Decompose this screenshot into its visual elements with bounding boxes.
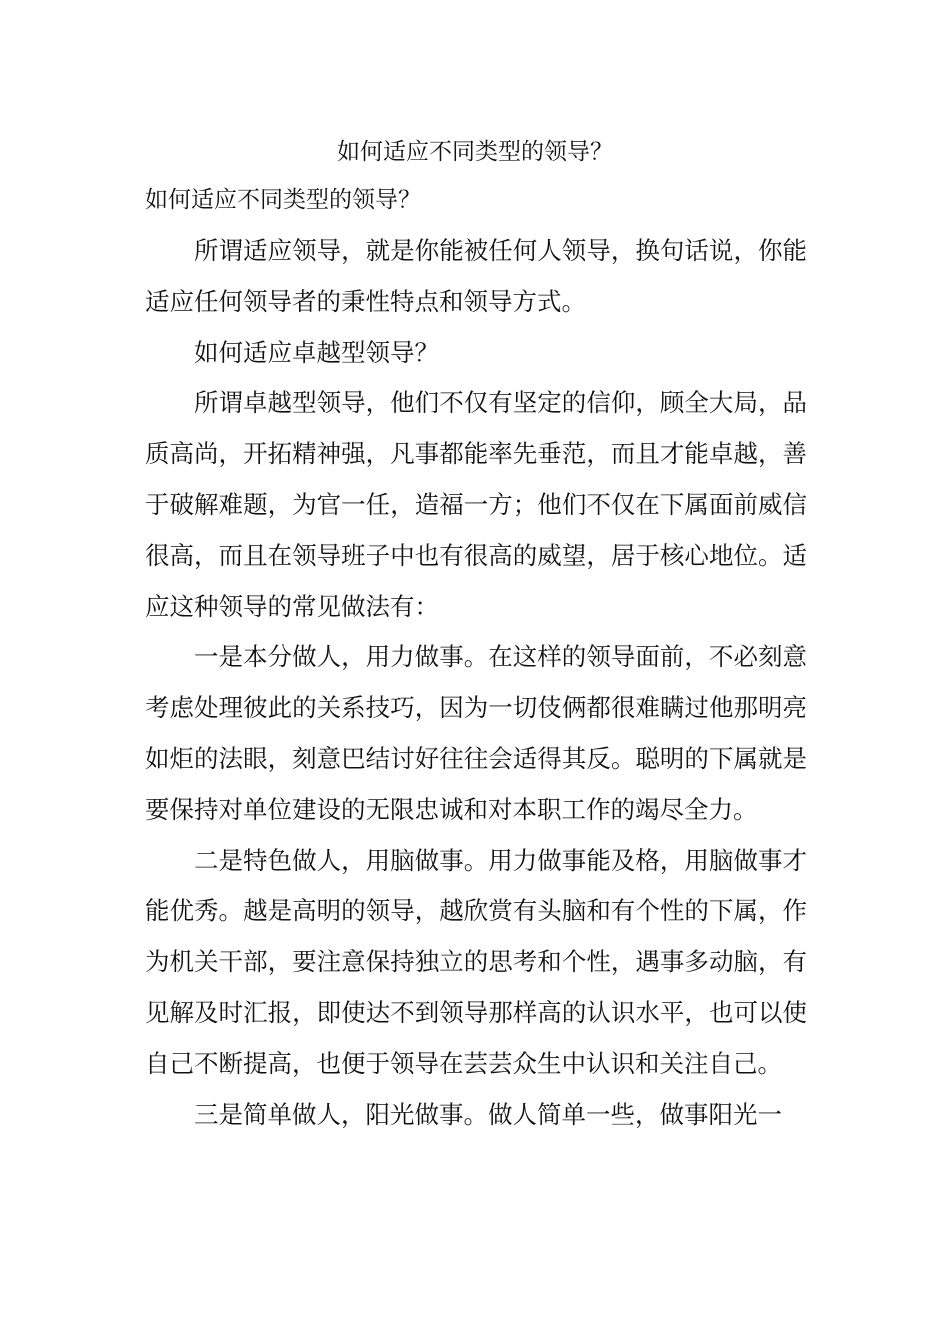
paragraph-point-three: 三是简单做人，阳光做事。做人简单一些，做事阳光一 [194,1099,782,1129]
paragraph-point-one: 一是本分做人，用力做事。在这样的领导面前，不必刻意考虑处理彼此的关系技巧，因为一切伎俩都很难瞒过他那明亮如炬的法眼，刻意巴结讨好往往会适得其反。聪明的下属就是要保持对单位建设的无限忠诚和对本职工作的竭尽全力。 [145,642,807,824]
paragraph-question: 如何适应卓越型领导？ [194,337,439,367]
paragraph-point-two: 二是特色做人，用脑做事。用力做事能及格，用脑做事才能优秀。越是高明的领导，越欣赏有头脑和有个性的下属，作为机关干部，要注意保持独立的思考和个性，遇事多动脑，有见解及时汇报，即使达不到领导那样高的认识水平，也可以使自己不断提高，也便于领导在芸芸众生中认识和关注自己。 [145,845,807,1078]
body-text [145,226,807,1140]
paragraph-definition: 所谓卓越型领导，他们不仅有坚定的信仰，顾全大局，品质高尚，开拓精神强，凡事都能率先垂范，而且才能卓越，善于破解难题，为官一任，造福一方；他们不仅在下属面前威信很高，而且在领导班子中也有很高的威望，居于核心地位。适应这种领导的常见做法有： [145,388,807,621]
section-heading: 如何适应不同类型的领导？ [145,187,421,213]
paragraph-intro: 所谓适应领导，就是你能被任何人领导，换句话说，你能适应任何领导者的秉性特点和领导方式。 [145,236,807,316]
page-title: 如何适应不同类型的领导？ [337,139,613,165]
